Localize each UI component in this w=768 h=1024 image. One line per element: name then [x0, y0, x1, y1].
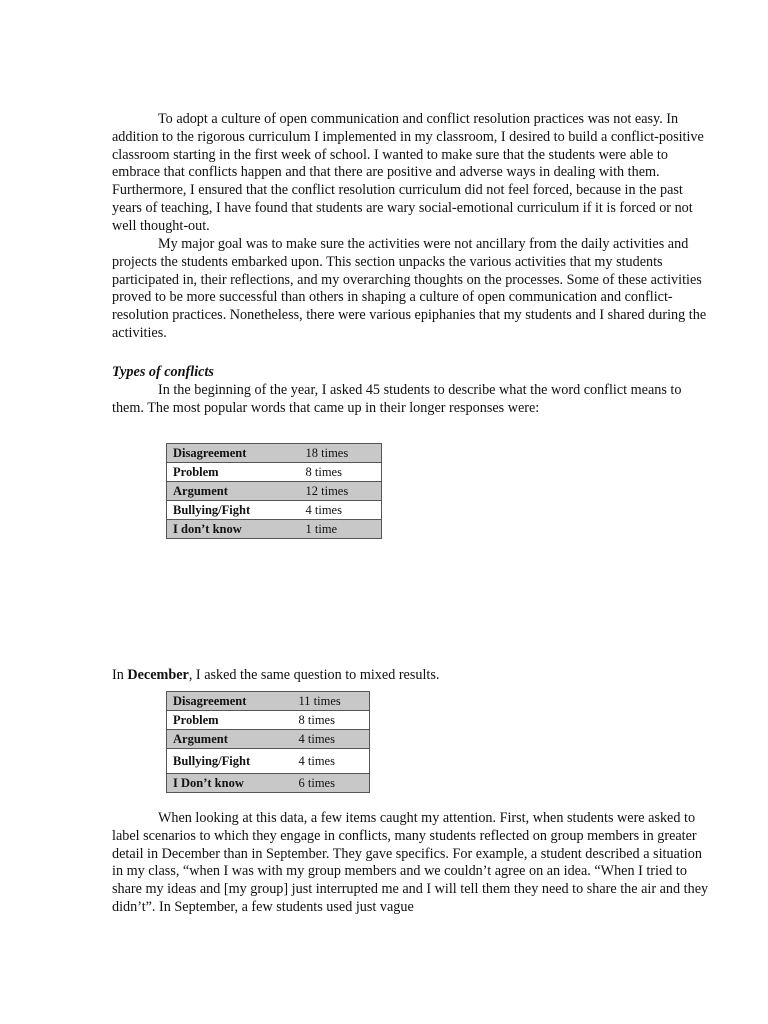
table-count: 1 time [300, 520, 382, 539]
section-heading: Types of conflicts [112, 364, 214, 380]
closing-paragraph [112, 810, 712, 917]
table-word: Disagreement [167, 692, 293, 711]
december-suffix: , I asked the same question to mixed results. [188, 667, 440, 683]
table-row [167, 501, 382, 520]
table-count: 11 times [293, 692, 370, 711]
table-row [167, 463, 382, 482]
table-row [167, 749, 370, 774]
december-line [112, 667, 712, 685]
intro-paragraph-2: My major goal was to make sure the activities were not ancillary from the daily activities and projects the students embarked upon. This section unpacks the various activities that my students participated in, their reflections, and my overarching thoughts on the processes. Some of these activities proved to be more successful than others in shaping a culture of open communication and conflict-resolution practices. Nonetheless, there were various epiphanies that my students and I shared during the activities. [112, 236, 707, 341]
table-word: Argument [167, 482, 300, 501]
table-row [167, 711, 370, 730]
table-word: Problem [167, 711, 293, 730]
table-word: I don’t know [167, 520, 300, 539]
intro-paragraph-1: To adopt a culture of open communication and conflict resolution practices was not easy. In addition to the rigorous curriculum I implemented in my classroom, I desired to build a conflict-positive classroom starting in the first week of school. I wanted to make sure that the students were able to embrace that conflicts happen and that there are positive and adverse ways in dealing with them. Furthermore, I ensured that the conflict resolution curriculum did not feel forced, because in the past years of teaching, I have found that students are wary social-emotional curriculum if it is forced or not well thought-out. [112, 111, 704, 234]
table-word: I Don’t know [167, 774, 293, 793]
table-row [167, 520, 382, 539]
december-prefix: In [112, 667, 128, 683]
table-count: 4 times [293, 730, 370, 749]
table-word: Disagreement [167, 444, 300, 463]
table-count: 4 times [300, 501, 382, 520]
table-row [167, 730, 370, 749]
december-bold: December [127, 667, 189, 683]
table-count: 8 times [293, 711, 370, 730]
table-word: Argument [167, 730, 293, 749]
table-row [167, 444, 382, 463]
table-row [167, 692, 370, 711]
table-row [167, 774, 370, 793]
section-paragraph: In the beginning of the year, I asked 45 students to describe what the word conflict means to them. The most popular words that came up in their longer responses were: [112, 382, 682, 416]
table-count: 12 times [300, 482, 382, 501]
table-word: Problem [167, 463, 300, 482]
closing-text-tail: In September, a few students used just vague [155, 898, 414, 915]
table-count: 4 times [293, 749, 370, 774]
table-count: 6 times [293, 774, 370, 793]
closing-text-main: When looking at this data, a few items caught my attention. First, when students were asked to label scenarios to which they engage in conflicts, many students reflected on group members in greater detail in December than in September. They gave specifics. For example, a student described a situation in my class, “when I was with my group members and we couldn’t agree on an idea. “When I tried to share my ideas and [my group] just interrupted me and I will tell them they need to share the air and they didn’t”. [112, 810, 709, 915]
table-word: Bullying/Fight [167, 501, 300, 520]
table-row [167, 482, 382, 501]
december-word-table [166, 691, 370, 793]
table-count: 8 times [300, 463, 382, 482]
table-count: 18 times [300, 444, 382, 463]
table-word: Bullying/Fight [167, 749, 293, 774]
september-word-table [166, 443, 382, 539]
